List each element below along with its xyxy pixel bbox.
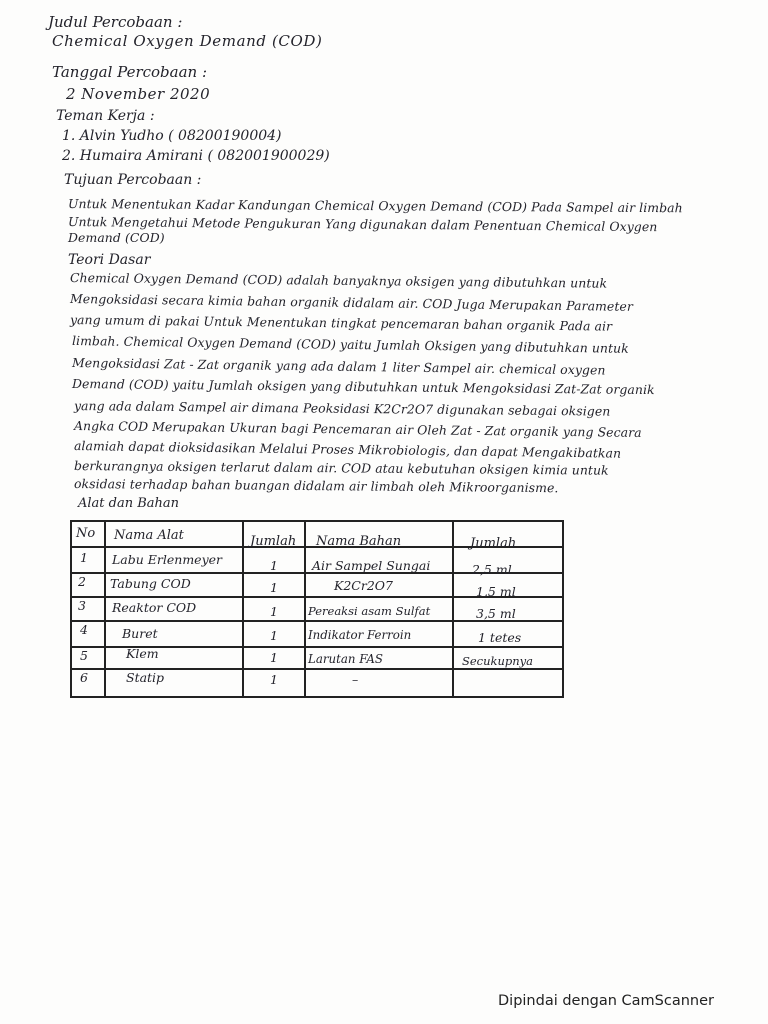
teman-item-1: 1. Alvin Yudho ( 08200190004) bbox=[62, 128, 282, 144]
alat-bahan-table bbox=[70, 520, 564, 698]
table-row-3-no: 3 bbox=[78, 598, 86, 613]
table-row-1-alat: Labu Erlenmeyer bbox=[112, 552, 223, 567]
table-row-1-jml-alat: 1 bbox=[270, 558, 278, 573]
alat-bahan-label: Alat dan Bahan bbox=[78, 496, 180, 511]
teori-line-3: yang umum di pakai Untuk Menentukan tingkat pencemaran bahan organik Pada air bbox=[69, 312, 613, 334]
header-no: No bbox=[76, 526, 96, 541]
teori-line-9: alamiah dapat dioksidasikan Melalui Proses Mikrobiologis, dan dapat Mengakibatkan bbox=[73, 438, 622, 461]
table-row-1-jml-bahan: 2,5 ml bbox=[472, 562, 512, 577]
header-jumlah-alat: Jumlah bbox=[250, 534, 297, 549]
table-row-2-bahan: K2Cr2O7 bbox=[334, 578, 393, 593]
tanggal-value: 2 November 2020 bbox=[66, 85, 211, 103]
tujuan-label: Tujuan Percobaan : bbox=[64, 172, 202, 188]
table-row-4-bahan: Indikator Ferroin bbox=[308, 628, 412, 642]
table-row-4-alat: Buret bbox=[122, 626, 158, 641]
teori-line-2: Mengoksidasi secara kimia bahan organik didalam air. COD Juga Merupakan Parameter bbox=[69, 291, 634, 314]
table-row-6-bahan: – bbox=[352, 672, 359, 687]
teori-line-11: oksidasi terhadap bahan buangan didalam air limbah oleh Mikroorganisme. bbox=[73, 476, 559, 496]
header-nama-alat: Nama Alat bbox=[114, 528, 184, 543]
judul-value: Chemical Oxygen Demand (COD) bbox=[52, 32, 323, 50]
table-row-4-no: 4 bbox=[80, 622, 88, 637]
teori-line-10: berkurangnya oksigen terlarut dalam air. COD atau kebutuhan oksigen kimia untuk bbox=[73, 458, 609, 478]
table-row-6-alat: Statip bbox=[126, 670, 165, 685]
table-row-5-no: 5 bbox=[80, 648, 88, 663]
tujuan-line-1: Untuk Menentukan Kadar Kandungan Chemical Oxygen Demand (COD) Pada Sampel air limbah bbox=[67, 196, 683, 216]
table-row-2-no: 2 bbox=[78, 574, 86, 589]
teori-line-1: Chemical Oxygen Demand (COD) adalah banyaknya oksigen yang dibutuhkan untuk bbox=[69, 270, 608, 291]
table-row-3-jml-bahan: 3,5 ml bbox=[476, 606, 516, 621]
table-row-5-jml-alat: 1 bbox=[270, 650, 278, 665]
table-row-4-jml-alat: 1 bbox=[270, 628, 278, 643]
teman-label: Teman Kerja : bbox=[56, 108, 155, 124]
table-row-2-alat: Tabung COD bbox=[110, 576, 191, 591]
table-row-3-bahan: Pereaksi asam Sulfat bbox=[308, 604, 431, 618]
teori-line-6: Demand (COD) yaitu Jumlah oksigen yang dibutuhkan untuk Mengoksidasi Zat-Zat organik bbox=[71, 376, 655, 398]
teori-label: Teori Dasar bbox=[68, 252, 151, 268]
table-row-3-alat: Reaktor COD bbox=[112, 600, 197, 615]
table-row-5-bahan: Larutan FAS bbox=[308, 652, 383, 666]
teman-item-2: 2. Humaira Amirani ( 082001900029) bbox=[62, 148, 330, 164]
table-row-2-jml-alat: 1 bbox=[270, 580, 278, 595]
tanggal-label: Tanggal Percobaan : bbox=[52, 63, 208, 81]
table-row-1-bahan: Air Sampel Sungai bbox=[312, 558, 431, 573]
table-row-5-jml-bahan: Secukupnya bbox=[462, 654, 534, 668]
table-row-5-alat: Klem bbox=[126, 646, 159, 661]
table-row-6-jml-alat: 1 bbox=[270, 672, 278, 687]
teori-line-7: yang ada dalam Sampel air dimana Peoksidasi K2Cr2O7 digunakan sebagai oksigen bbox=[73, 398, 611, 419]
header-nama-bahan: Nama Bahan bbox=[316, 534, 402, 549]
teori-line-4: limbah. Chemical Oxygen Demand (COD) yaitu Jumlah Oksigen yang dibutuhkan untuk bbox=[71, 333, 629, 356]
tujuan-line-2: Untuk Mengetahui Metode Pengukuran Yang digunakan dalam Penentuan Chemical Oxygen bbox=[67, 214, 658, 235]
table-row-3-jml-alat: 1 bbox=[270, 604, 278, 619]
table-row-6-no: 6 bbox=[80, 670, 88, 685]
header-jumlah-bahan: Jumlah bbox=[470, 536, 517, 551]
table-row-4-jml-bahan: 1 tetes bbox=[478, 630, 522, 645]
teori-line-5: Mengoksidasi Zat - Zat organik yang ada dalam 1 liter Sampel air. chemical oxygen bbox=[71, 355, 606, 378]
judul-label: Judul Percobaan : bbox=[48, 13, 183, 31]
teori-line-8: Angka COD Merupakan Ukuran bagi Pencemaran air Oleh Zat - Zat organik yang Secara bbox=[73, 418, 642, 440]
camscanner-watermark: Dipindai dengan CamScanner bbox=[498, 993, 715, 1009]
table-row-2-jml-bahan: 1,5 ml bbox=[476, 584, 516, 599]
tujuan-line-3: Demand (COD) bbox=[68, 230, 165, 245]
table-row-1-no: 1 bbox=[80, 550, 88, 565]
